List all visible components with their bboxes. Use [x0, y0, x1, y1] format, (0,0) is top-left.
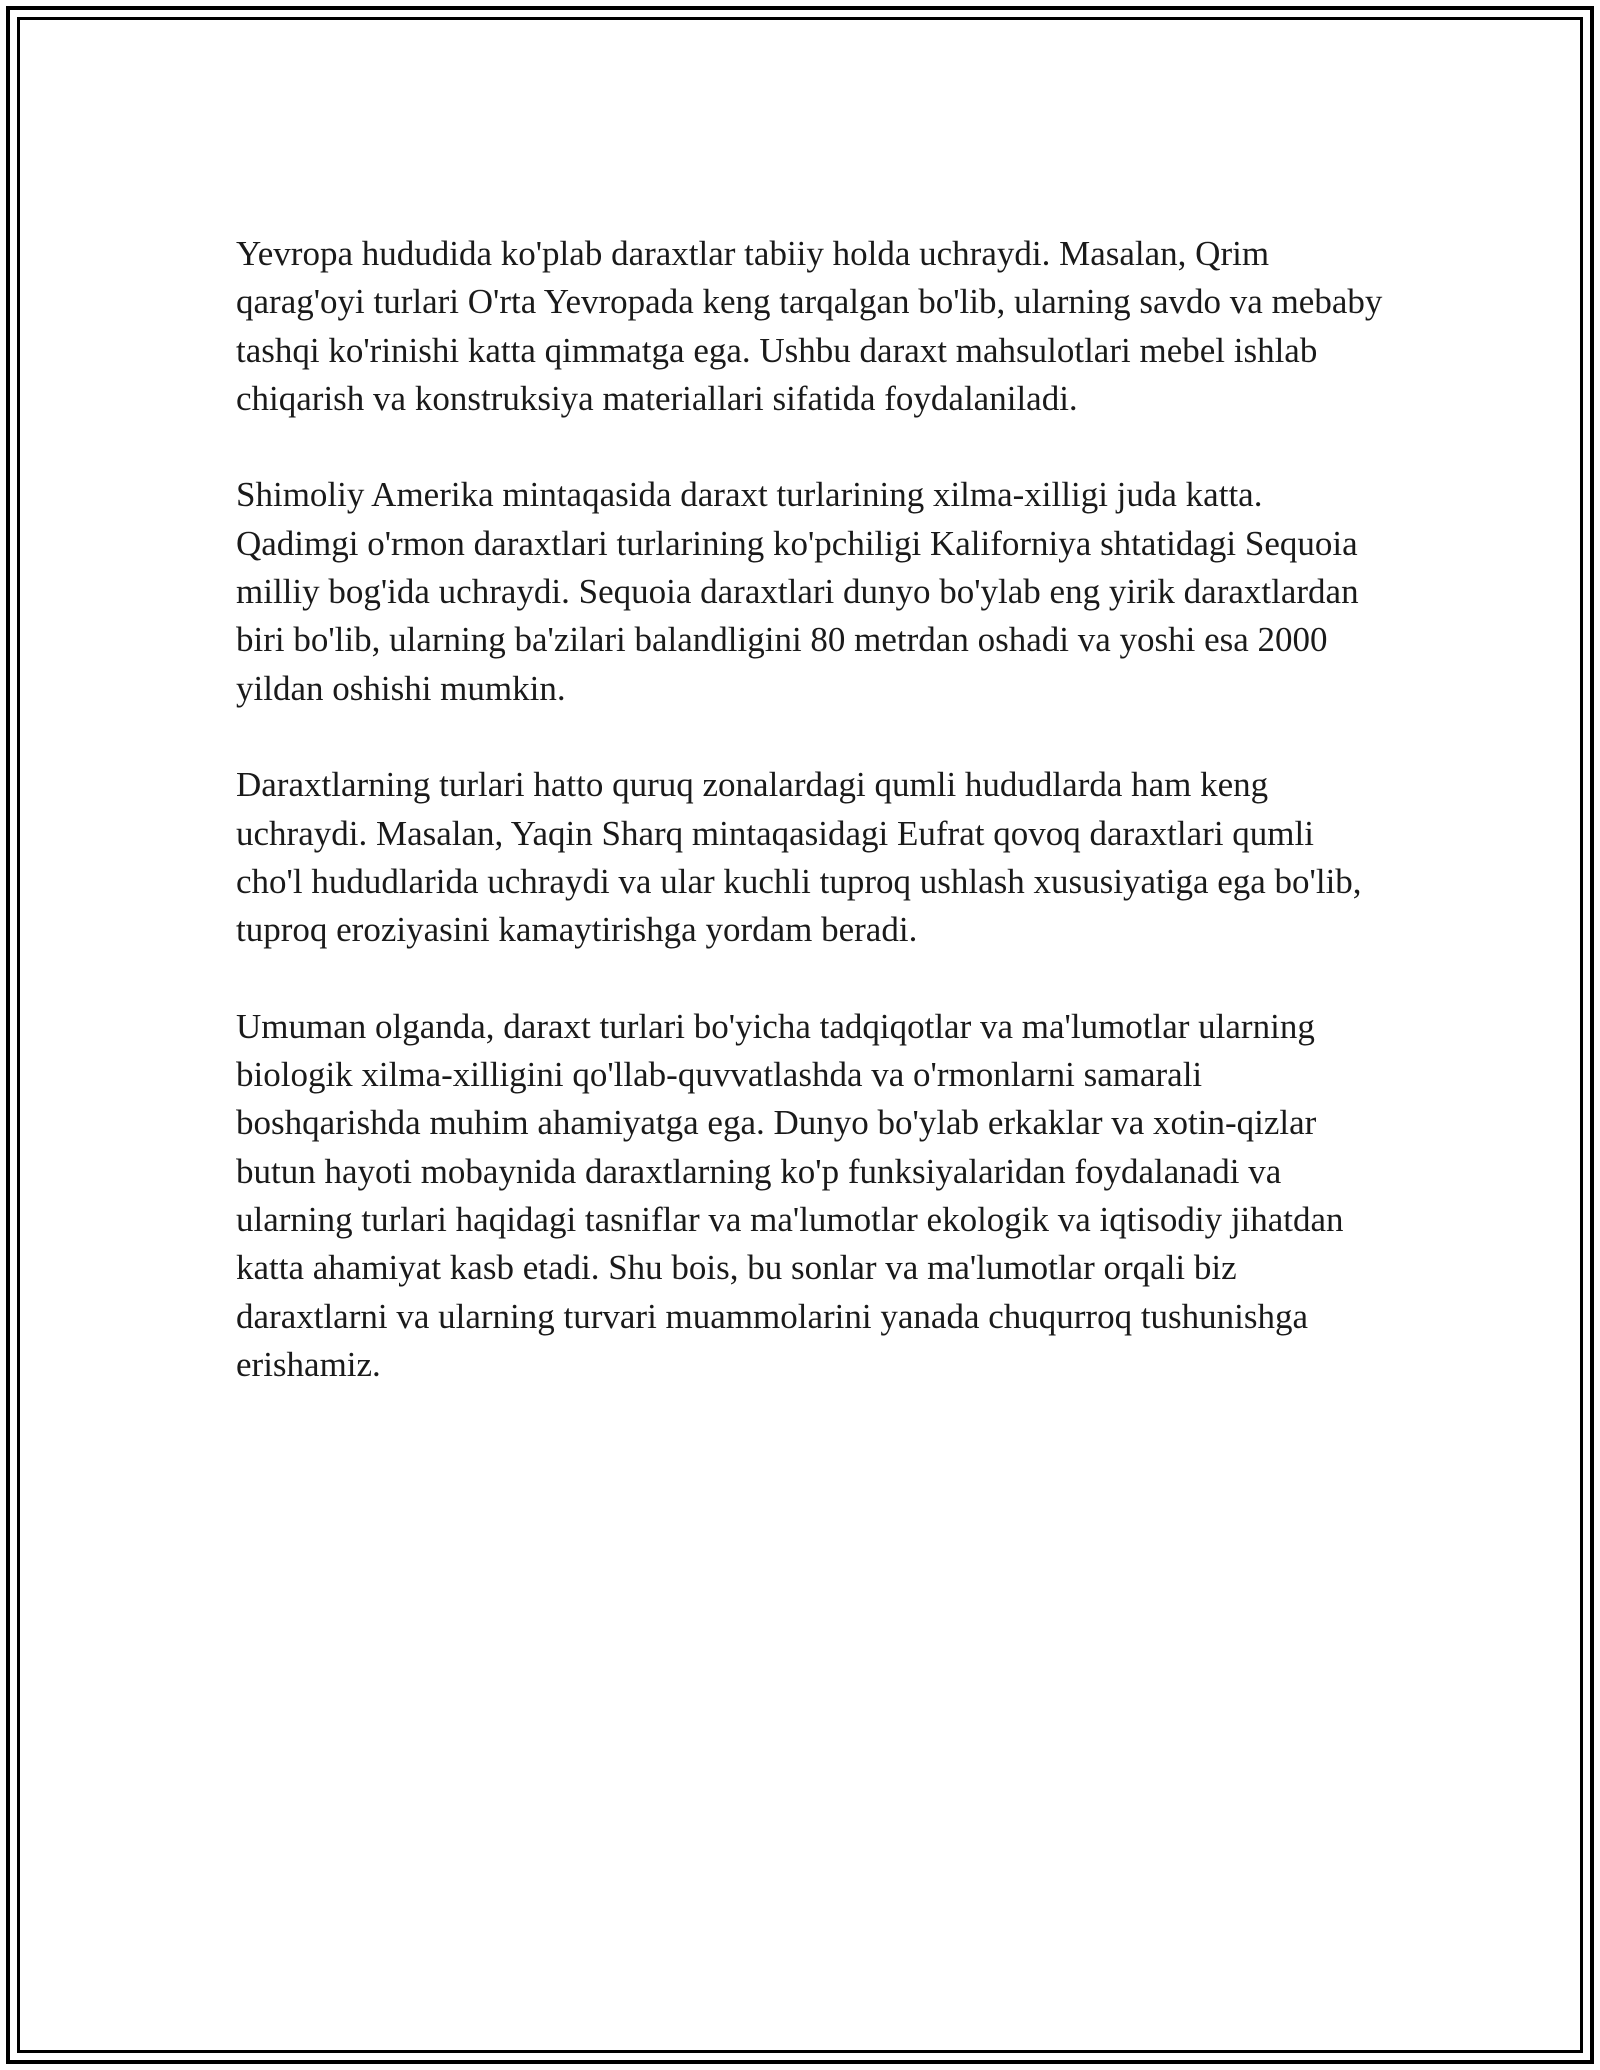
- paragraph-europe-trees: Yevropa hududida ko'plab daraxtlar tabiiy holda uchraydi. Masalan, Qrim qarag'oyi turlari O'rta Yevropada keng tarqalgan bo'lib, ularning savdo va mebaby tashqi ko'rinishi katta qimmatga ega. Ushbu daraxt mahsulotlari mebel ishlab chiqarish va konstruksiya materiallari sifatida foydalaniladi.: [236, 234, 1383, 418]
- paragraph-arid-zone-trees: Daraxtlarning turlari hatto quruq zonalardagi qumli hududlarda ham keng uchraydi. Masalan, Yaqin Sharq mintaqasidagi Eufrat qovoq daraxtlari qumli cho'l hududlarida uchraydi va ular kuchli tuproq ushlash xususiyatiga ega bo'lib, tuproq eroziyasini kamaytirishga yordam beradi.: [236, 765, 1362, 950]
- document-body: [236, 230, 1386, 1437]
- paragraph-conclusion: Umuman olganda, daraxt turlari bo'yicha tadqiqotlar va ma'lumotlar ularning biologik xilma-xilligini qo'llab-quvvatlashda va o'rmonlarni samarali boshqarishda muhim ahamiyatga ega. Dunyo bo'ylab erkaklar va xotin-qizlar butun hayoti mobaynida daraxtlarning ko'p funksiyalaridan foydalanadi va ularning turlari haqidagi tasniflar va ma'lumotlar ekologik va iqtisodiy jihatdan katta ahamiyat kasb etadi. Shu bois, bu sonlar va ma'lumotlar orqali biz daraxtlarni va ularning turvari muammolarini yanada chuqurroq tushunishga erishamiz.: [236, 1006, 1344, 1384]
- paragraph-north-america-trees: Shimoliy Amerika mintaqasida daraxt turlarining xilma-xilligi juda katta. Qadimgi o'rmon daraxtlari turlarining ko'pchiligi Kaliforniya shtatidagi Sequoia milliy bog'ida uchraydi. Sequoia daraxtlari dunyo bo'ylab eng yirik daraxtlardan biri bo'lib, ularning ba'zilari balandligini 80 metrdan oshadi va yoshi esa 2000 yildan oshishi mumkin.: [236, 475, 1359, 708]
